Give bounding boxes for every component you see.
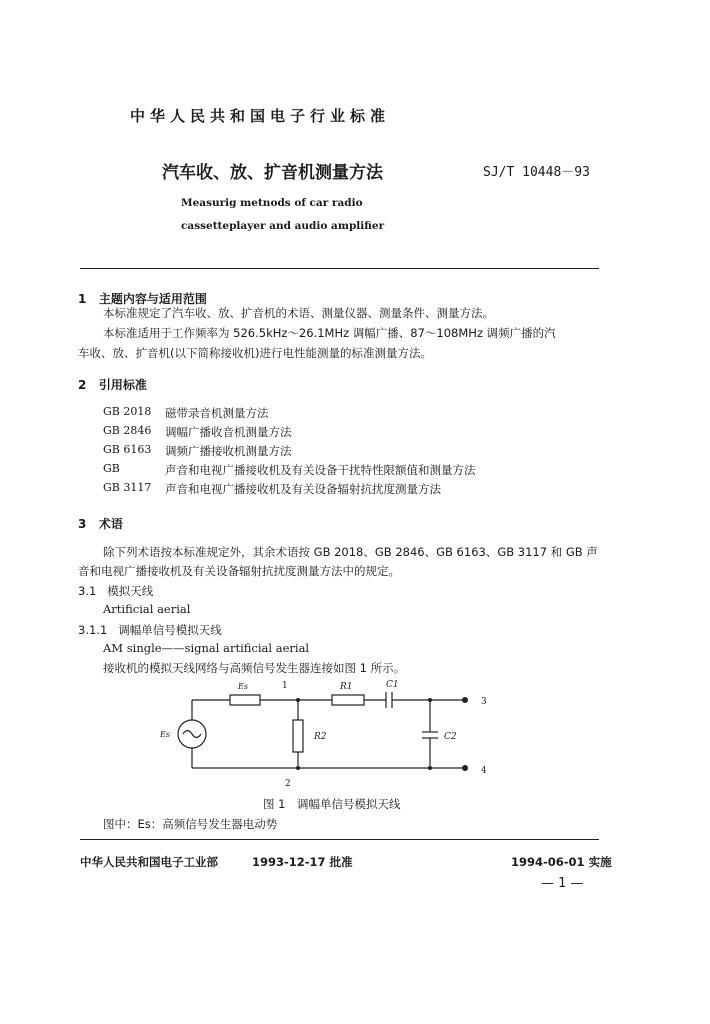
section-3-1-number: 3.1	[78, 584, 97, 598]
label-c1: C1	[386, 680, 399, 690]
reference-code: GB	[103, 462, 120, 475]
label-node-4: 4	[481, 766, 487, 776]
section-3-1-title: 模拟天线	[107, 584, 154, 598]
english-title-line-1: Measurig metnods of car radio	[181, 197, 363, 209]
section-3-1-1-heading	[78, 622, 222, 638]
section-3-title: 术语	[98, 517, 123, 531]
section-1-paragraph-1: 本标准规定了汽车收、放、扩音机的术语、测量仪器、测量条件、测量方法。	[103, 306, 494, 320]
section-2-title: 引用标准	[98, 378, 147, 392]
section-3-1-1-paragraph: 接收机的模拟天线网络与高频信号发生器连接如图 1 所示。	[103, 661, 406, 675]
footer-divider	[80, 839, 599, 840]
figure-caption: 图 1 调幅单信号模拟天线	[263, 797, 401, 811]
page-number: — 1 —	[541, 876, 584, 891]
label-node-3: 3	[481, 697, 487, 707]
section-1-title: 主题内容与适用范围	[98, 292, 207, 306]
reference-title: 磁带录音机测量方法	[165, 406, 269, 420]
section-3-paragraph-line-2: 音和电视广播接收机及有关设备辐射抗扰度测量方法中的规定。	[78, 564, 400, 578]
reference-code: GB 2846	[103, 424, 152, 437]
section-1-number: 1	[78, 292, 87, 306]
section-3-paragraph-line-1: 除下列术语按本标准规定外，其余术语按 GB 2018、GB 2846、GB 6163、GB 3117 和 GB 声	[103, 545, 598, 559]
resistor-r2	[293, 720, 303, 752]
section-3-1-english-title: Artificial aerial	[103, 602, 191, 616]
section-3-1-1-title: 调幅单信号模拟天线	[118, 623, 222, 637]
junction-dot	[296, 698, 300, 702]
section-2-heading	[78, 376, 147, 393]
reference-title: 调幅广播收音机测量方法	[165, 425, 292, 439]
section-1-paragraph-2-line-1: 本标准适用于工作频率为 526.5kHz～26.1MHz 调幅广播、87～108MHz 调频广播的汽	[103, 326, 556, 340]
reference-title: 声音和电视广播接收机及有关设备干扰特性限额值和测量方法	[165, 463, 476, 477]
label-r2: R2	[314, 732, 327, 742]
reference-code: GB 2018	[103, 405, 152, 418]
junction-dot	[296, 766, 300, 770]
sine-symbol	[183, 731, 201, 738]
header-divider	[80, 268, 599, 269]
label-node-2: 2	[285, 779, 291, 789]
document-title: 汽车收、放、扩音机测量方法	[162, 163, 383, 183]
label-node-1: 1	[282, 681, 288, 691]
standard-code: SJ/T 10448－93	[483, 165, 590, 180]
reference-title: 调频广播接收机测量方法	[165, 444, 292, 458]
section-1-paragraph-2-line-2: 车收、放、扩音机(以下简称接收机)进行电性能测量的标准测量方法。	[78, 346, 432, 360]
junction-dot	[428, 766, 432, 770]
label-source: Es	[160, 730, 170, 739]
terminal-4	[462, 765, 468, 771]
section-3-1-heading	[78, 583, 153, 599]
circuit-diagram	[150, 676, 510, 796]
section-2-number: 2	[78, 378, 87, 392]
english-title-line-2: cassetteplayer and audio amplifier	[181, 220, 385, 232]
section-3-number: 3	[78, 517, 87, 531]
resistor-r1	[332, 695, 364, 705]
label-source-resistor: Es	[238, 682, 248, 691]
reference-code: GB 3117	[103, 481, 152, 494]
reference-code: GB 6163	[103, 443, 152, 456]
reference-title: 声音和电视广播接收机及有关设备辐射抗扰度测量方法	[165, 482, 441, 496]
standard-organization: 中华人民共和国电子行业标准	[130, 107, 391, 125]
figure-note: 图中：Es：高频信号发生器电动势	[103, 817, 278, 831]
label-r1: R1	[340, 682, 353, 692]
section-3-heading	[78, 515, 123, 532]
source-resistor	[230, 695, 260, 705]
terminal-3	[462, 697, 468, 703]
junction-dot	[428, 698, 432, 702]
approval-date: 1993-12-17 批准	[252, 855, 353, 869]
ministry-name: 中华人民共和国电子工业部	[80, 855, 218, 869]
label-c2: C2	[444, 732, 457, 742]
section-3-1-1-number: 3.1.1	[78, 623, 108, 637]
implementation-date: 1994-06-01 实施	[511, 855, 612, 869]
section-3-1-1-english-title: AM single——signal artificial aerial	[103, 641, 310, 655]
